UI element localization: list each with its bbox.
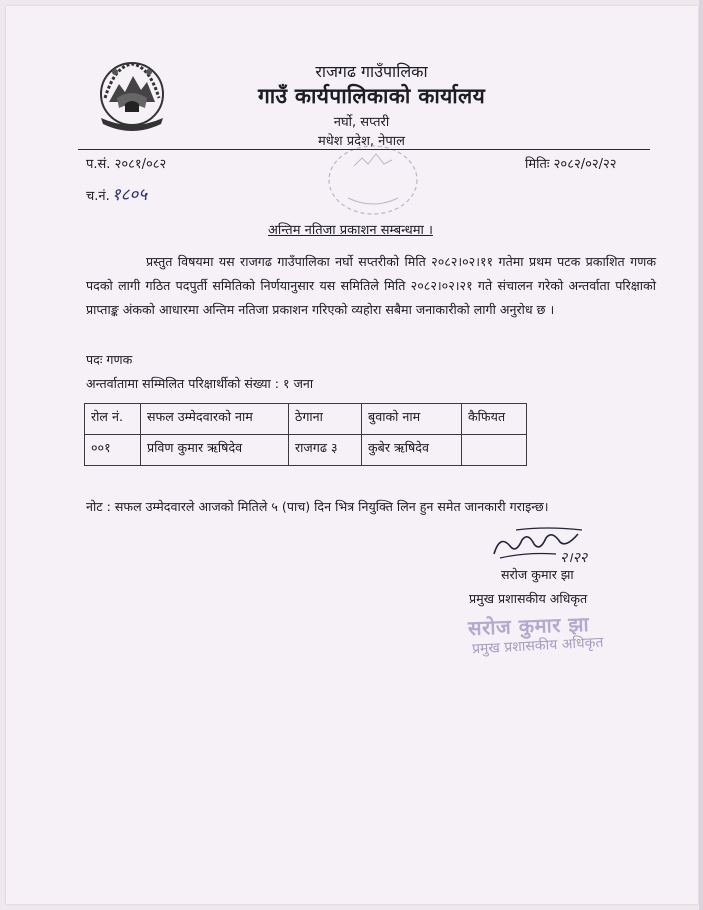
table-header-cell: रोल नं. [85,404,141,435]
reference-number: प.सं. २०८१/०८२ [86,157,167,172]
name-stamp: सरोज कुमार झा [467,611,590,641]
result-table [84,403,527,466]
table-header-row [85,404,527,435]
table-cell-name: प्रविण कुमार ऋषिदेव [141,435,289,466]
signature-date: २।२२ [560,550,588,566]
table-header-cell: ठेगाना [289,404,362,435]
municipality-name: राजगढ गाउँपालिका [315,62,428,81]
note-text: नोट : सफल उम्मेदवारले आजको मितिले ५ (पाच) दिन भित्र नियुक्ति लिन हुन समेत जानकारी गराइन्छ। [86,499,549,514]
candidate-count: अन्तर्वातामा सम्मिलित परिक्षार्थीको संख्या : १ जना [86,376,314,391]
post-label: पदः गणक [86,352,133,367]
office-province: मधेश प्रदेश, नेपाल [318,134,405,149]
table-cell-address: राजगढ ३ [289,435,362,466]
dispatch-number [86,182,147,205]
signatory-title: प्रमुख प्रशासकीय अधिकृत [469,591,588,606]
subject-line: अन्तिम नतिजा प्रकाशन सम्बन्धमा । [268,223,433,238]
office-name: गाउँ कार्यपालिकाको कार्यालय [257,84,486,108]
signatory-name: सरोज कुमार झा [501,567,574,582]
title-stamp: प्रमुख प्रशासकीय अधिकृत [471,634,604,658]
table-header-cell: बुवाको नाम [362,404,462,435]
table-row [85,435,527,466]
dispatch-label: च.नं. [86,189,110,204]
body-paragraph: प्रस्तुत विषयमा यस राजगढ गाउँपालिका नर्घो सप्तरीको मिति २०८२।०२।११ गतेमा प्रथम पटक प्रकाशित गणक पदको लागी गठित पदपुर्ती समितिको निर्णयानुसार यस समितिले मिति २०८२।०२।२१ गते संचालन गरेको अन्तर्वाता परिक्षाको प्राप्ताङ्क अंकको आधारमा अन्तिम नतिजा प्रकाशन गरिएको व्यहोरा सबैमा जनाकारीको लागी अनुरोध छ । [86,254,656,317]
office-location: नर्घो, सप्तरी [333,115,390,130]
office-seal-stamp [318,140,428,228]
table-cell-father: कुबेर ऋषिदेव [362,435,462,466]
table-cell-remarks [462,435,527,466]
header-divider [78,149,650,150]
dispatch-number-handwritten: १८०५ [111,185,148,205]
letter-date: मितिः २०८२/०२/२२ [525,157,617,172]
table-header-cell: कैफियत [462,404,527,435]
table-header-cell: सफल उम्मेदवारको नाम [141,404,289,435]
table-cell-roll: ००१ [85,435,141,466]
